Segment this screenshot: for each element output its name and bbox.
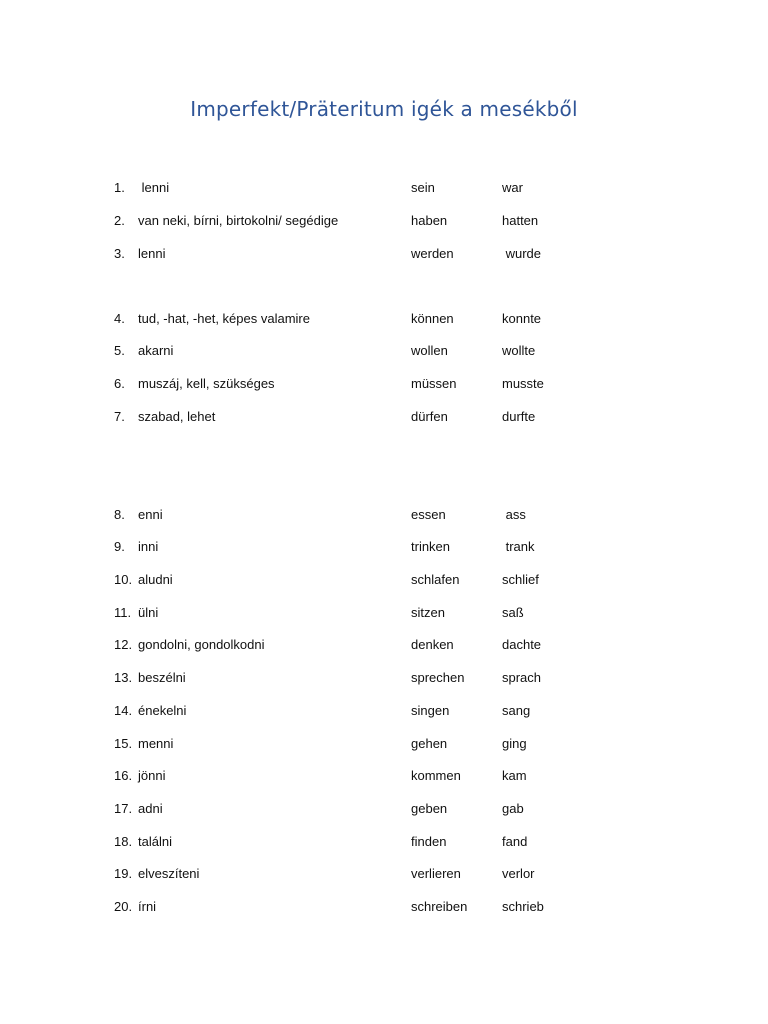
hungarian-verb: menni [138,736,174,751]
german-infinitive: verlieren [411,866,461,881]
german-preterite: verlor [502,866,535,881]
german-preterite: schrieb [502,899,544,914]
german-preterite: gab [502,801,524,816]
item-number: 10. [114,572,133,587]
list-item [0,635,768,655]
german-preterite: trank [502,539,535,554]
hungarian-verb: inni [138,539,159,554]
german-preterite: kam [502,768,527,783]
hungarian-verb: enni [138,507,163,522]
hungarian-verb: írni [138,899,157,914]
list-item [0,374,768,394]
item-number: 3. [114,246,125,261]
german-infinitive: essen [411,507,446,522]
page-title: Imperfekt/Präteritum igék a mesékből [190,97,578,121]
list-item [0,864,768,884]
list-item [0,832,768,852]
hungarian-verb: szabad, lehet [138,409,216,424]
german-infinitive: dürfen [411,409,448,424]
hungarian-verb: énekelni [138,703,187,718]
list-item [0,766,768,786]
german-infinitive: haben [411,213,448,228]
list-item [0,244,768,264]
german-preterite: dachte [502,637,542,652]
german-infinitive: gehen [411,736,448,751]
list-item [0,537,768,557]
list-item [0,309,768,329]
german-infinitive: schlafen [411,572,460,587]
german-infinitive: singen [411,703,450,718]
german-infinitive: können [411,311,454,326]
list-item [0,734,768,754]
hungarian-verb: muszáj, kell, szükséges [138,376,275,391]
hungarian-verb: tud, -hat, -het, képes valamire [138,311,310,326]
hungarian-verb: aludni [138,572,173,587]
german-infinitive: geben [411,801,448,816]
item-number: 15. [114,736,133,751]
hungarian-verb: elveszíteni [138,866,200,881]
item-number: 9. [114,539,125,554]
german-preterite: wollte [502,343,536,358]
german-infinitive: finden [411,834,447,849]
german-preterite: konnte [502,311,542,326]
item-number: 7. [114,409,125,424]
german-preterite: ging [502,736,527,751]
item-number: 16. [114,768,133,783]
german-preterite: hatten [502,213,539,228]
german-preterite: durfte [502,409,536,424]
hungarian-verb: gondolni, gondolkodni [138,637,265,652]
list-item [0,211,768,231]
hungarian-verb: lenni [138,180,170,195]
german-preterite: ass [502,507,526,522]
german-preterite: musste [502,376,544,391]
hungarian-verb: beszélni [138,670,186,685]
list-item [0,407,768,427]
item-number: 8. [114,507,125,522]
german-infinitive: schreiben [411,899,468,914]
german-preterite: sprach [502,670,542,685]
hungarian-verb: adni [138,801,163,816]
item-number: 18. [114,834,133,849]
german-preterite: sang [502,703,531,718]
list-item [0,668,768,688]
item-number: 1. [114,180,125,195]
item-number: 19. [114,866,133,881]
list-item [0,178,768,198]
item-number: 14. [114,703,133,718]
item-number: 5. [114,343,125,358]
list-item [0,897,768,917]
german-preterite: war [502,180,523,195]
german-infinitive: wollen [411,343,448,358]
german-infinitive: müssen [411,376,457,391]
hungarian-verb: jönni [138,768,166,783]
item-number: 4. [114,311,125,326]
german-infinitive: trinken [411,539,451,554]
german-preterite: wurde [502,246,542,261]
list-item [0,701,768,721]
german-preterite: saß [502,605,524,620]
german-infinitive: sitzen [411,605,445,620]
german-infinitive: werden [411,246,454,261]
hungarian-verb: lenni [138,246,166,261]
german-preterite: schlief [502,572,539,587]
item-number: 20. [114,899,133,914]
hungarian-verb: ülni [138,605,159,620]
german-preterite: fand [502,834,528,849]
item-number: 2. [114,213,125,228]
item-number: 11. [114,605,132,620]
list-item [0,799,768,819]
german-infinitive: denken [411,637,454,652]
german-infinitive: sprechen [411,670,465,685]
item-number: 12. [114,637,133,652]
hungarian-verb: van neki, bírni, birtokolni/ segédige [138,213,339,228]
german-infinitive: kommen [411,768,461,783]
german-infinitive: sein [411,180,435,195]
item-number: 17. [114,801,133,816]
list-item [0,603,768,623]
item-number: 6. [114,376,125,391]
hungarian-verb: akarni [138,343,174,358]
hungarian-verb: találni [138,834,172,849]
list-item [0,505,768,525]
item-number: 13. [114,670,133,685]
list-item [0,341,768,361]
list-item [0,570,768,590]
